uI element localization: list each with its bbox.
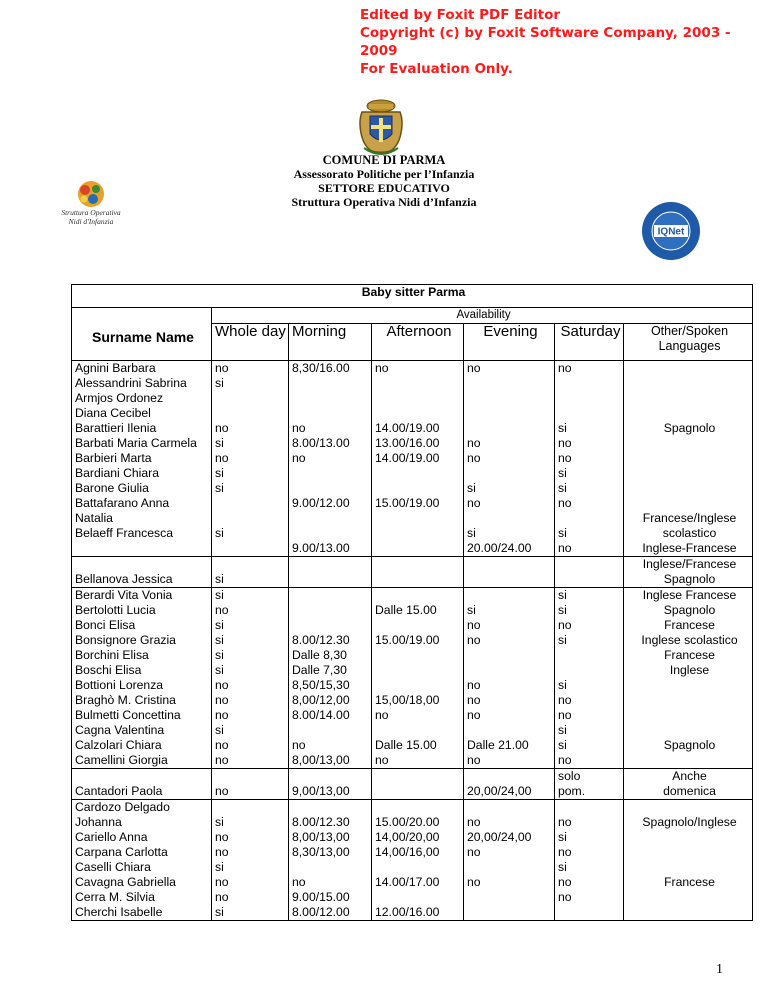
cell-saturday: solo pom. <box>555 769 624 800</box>
cell-whole-day: no si no si no si si si <box>212 361 289 557</box>
cell-evening: 20,00/24,00 <box>464 769 555 800</box>
logo-left-line-2: Nidi d'Infanzia <box>68 217 114 226</box>
col-header-whole-day: Whole day <box>212 324 289 361</box>
header-sector: SETTORE EDUCATIVO <box>318 181 450 195</box>
table-row <box>72 769 753 800</box>
cell-languages: Anche domenica <box>624 769 753 800</box>
watermark-line-1: Edited by Foxit PDF Editor <box>360 7 561 23</box>
parma-crest-logo <box>356 98 406 158</box>
cell-whole-day: si no no si no no si <box>212 800 289 921</box>
watermark-line-3: For Evaluation Only. <box>360 61 513 77</box>
cell-evening: no 20,00/24,00 no no <box>464 800 555 921</box>
foxit-watermark <box>360 6 768 78</box>
header-municipality: COMUNE DI PARMA <box>322 153 446 167</box>
cell-languages: Spagnolo/Inglese Francese <box>624 800 753 921</box>
cell-name: Cantadori Paola <box>72 769 212 800</box>
header-department: Assessorato Politiche per l’Infanzia <box>293 167 475 181</box>
col-header-evening: Evening <box>464 324 555 361</box>
cell-morning: 8.00/12.30 8,00/13,00 8,30/13,00 no 9.00/15.00 8.00/12.00 <box>289 800 372 921</box>
cell-saturday: no si no si no no <box>555 800 624 921</box>
cell-afternoon: Dalle 15.00 15.00/19.00 15,00/18,00 no Dalle 15.00 no <box>372 588 464 769</box>
cell-name: Agnini Barbara Alessandrini Sabrina Armjos Ordonez Diana Cecibel Barattieri Ilenia Barbati Maria Carmela Barbieri Marta Bardiani Chiara Barone Giulia Battafarano Anna Natalia Belaeff Francesca <box>72 361 212 557</box>
cell-saturday: no si no no si si no si no <box>555 361 624 557</box>
table-row <box>72 361 753 557</box>
cell-name: Berardi Vita Vonia Bertolotti Lucia Bonci Elisa Bonsignore Grazia Borchini Elisa Boschi Elisa Bottioni Lorenza Braghò M. Cristina Bulmetti Concettina Cagna Valentina Calzolari Chiara Camellini Giorgia <box>72 588 212 769</box>
table-row <box>72 800 753 921</box>
iqnet-certification-logo <box>640 200 702 262</box>
cell-whole-day: si no si si si si no no no si no no <box>212 588 289 769</box>
cell-afternoon: 15.00/20.00 14,00/20,00 14,00/16,00 14.00/17.00 12.00/16.00 <box>372 800 464 921</box>
watermark-line-2: Copyright (c) by Foxit Software Company, 2003 - 2009 <box>360 25 731 59</box>
table-title: Baby sitter Parma <box>72 285 753 308</box>
nidi-infanzia-logo <box>60 178 122 230</box>
cell-evening: no no no si no si 20.00/24.00 <box>464 361 555 557</box>
table-row <box>72 588 753 769</box>
cell-morning: 8,30/16.00 no 8.00/13.00 no 9.00/12.00 9.00/13.00 <box>289 361 372 557</box>
page-number: 1 <box>716 962 723 977</box>
col-header-morning: Morning <box>289 324 372 361</box>
babysitter-table <box>71 284 753 921</box>
table-row <box>72 557 753 588</box>
cell-languages: Inglese/Francese Spagnolo <box>624 557 753 588</box>
cell-whole-day: si <box>212 557 289 588</box>
col-header-afternoon: Afternoon <box>372 324 464 361</box>
col-header-languages: Other/Spoken Languages <box>624 324 753 361</box>
table-body <box>72 361 753 921</box>
col-header-surname: Surname Name <box>72 308 212 361</box>
cell-afternoon <box>372 557 464 588</box>
cell-morning: 8.00/12.30 Dalle 8,30 Dalle 7,30 8,50/15,30 8,00/12,00 8.00/14.00 no 8,00/13,00 <box>289 588 372 769</box>
cell-saturday <box>555 557 624 588</box>
cell-evening: si no no no no no Dalle 21.00 no <box>464 588 555 769</box>
col-header-saturday: Saturday <box>555 324 624 361</box>
cell-morning <box>289 557 372 588</box>
cell-languages: Inglese Francese Spagnolo Francese Inglese scolastico Francese Inglese Spagnolo <box>624 588 753 769</box>
cell-morning: 9,00/13,00 <box>289 769 372 800</box>
cell-name: Bellanova Jessica <box>72 557 212 588</box>
cell-whole-day: no <box>212 769 289 800</box>
logo-left-line-1: Struttura Operativa <box>61 208 121 217</box>
cell-saturday: si si no si si no no si si no <box>555 588 624 769</box>
cell-name: Cardozo Delgado Johanna Cariello Anna Carpana Carlotta Caselli Chiara Cavagna Gabriella Cerra M. Silvia Cherchi Isabelle <box>72 800 212 921</box>
cell-afternoon: no 14.00/19.00 13.00/16.00 14.00/19.00 15.00/19.00 <box>372 361 464 557</box>
cell-languages: Spagnolo Francese/Inglese scolastico Inglese-Francese <box>624 361 753 557</box>
iqnet-text: IQNet <box>657 226 685 238</box>
availability-header: Availability <box>212 308 753 324</box>
header-office: Struttura Operativa Nidi d’Infanzia <box>291 195 477 209</box>
cell-afternoon <box>372 769 464 800</box>
cell-evening <box>464 557 555 588</box>
